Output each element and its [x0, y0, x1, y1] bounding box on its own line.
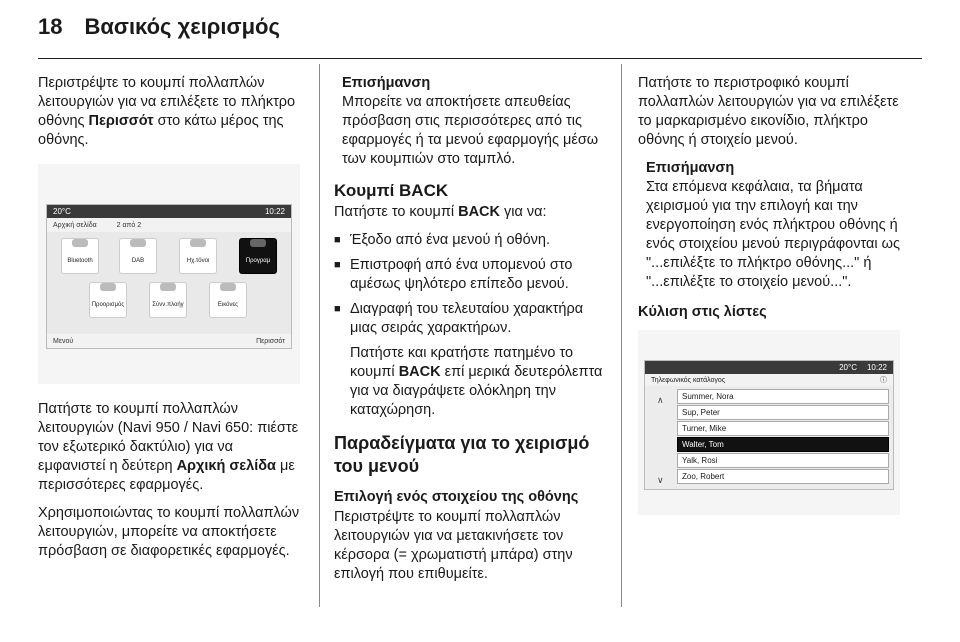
temperature: 20°C — [53, 207, 71, 216]
list-item-selected[interactable]: Walter, Tom — [677, 437, 889, 452]
note-title: Επισήμανση — [342, 75, 431, 91]
softkey-bar — [47, 334, 291, 348]
scroll-down-icon[interactable]: ∨ — [657, 475, 664, 485]
paragraph: Περιστρέψτε το κουμπί πολλαπλών λειτουργιών για να επιλέξετε το πλήκτρο οθόνης Περισσότ στο κάτω μέρος της οθόνης. — [38, 75, 296, 148]
list-item: ■ Έξοδο από ένα μενού ή οθόνη. — [334, 231, 606, 250]
paragraph: Πατήστε το κουμπί πολλαπλών λειτουργιών (Navi 950 / Navi 650: πιέστε τον εξωτερικό δακτύλιο) για να εμφανιστεί η δεύτερη Αρχική σελίδα με περισσότερες εφαρμογές. — [38, 401, 299, 493]
list-title: Τηλεφωνικός κατάλογος — [651, 376, 726, 384]
heading-scroll-lists: Κύλιση στις λίστες — [638, 304, 767, 320]
column-divider — [319, 64, 320, 607]
destination-icon — [100, 283, 116, 291]
tile-bluetooth[interactable]: Bluetooth — [61, 238, 99, 274]
more-softkey[interactable]: Περισσότ — [256, 337, 285, 345]
page-title: Βασικός χειρισμός — [84, 14, 280, 39]
list-item[interactable]: Sup, Peter — [677, 405, 889, 420]
column-divider — [621, 64, 622, 607]
paragraph: Χρησιμοποιώντας το κουμπί πολλαπλών λειτουργιών, μπορείτε να αποκτήσετε πρόσβαση σε διαφορετικές εφαρμογές. — [38, 505, 300, 559]
paragraph: Περιστρέψτε το κουμπί πολλαπλών λειτουργιών για να μετακινήσετε τον κέρσορα (= χρωματιστή μπάρα) στην επιλογή που επιθυμείτε. — [334, 509, 573, 582]
tile-destination[interactable]: Προορισμός — [89, 282, 127, 318]
clock: 10:22 — [866, 363, 887, 372]
home-label: Αρχική σελίδα — [53, 221, 97, 229]
list-item: ■ Επιστροφή από ένα υπομενού στο αμέσως ψηλότερο επίπεδο μενού. — [334, 256, 606, 294]
radio-icon — [130, 239, 146, 247]
menu-softkey[interactable]: Μενού — [53, 337, 74, 345]
scroll-up-icon[interactable]: ∧ — [657, 395, 664, 405]
home-screen — [46, 204, 292, 349]
tile-ringtones[interactable]: Ηχ.τόνοι — [179, 238, 217, 274]
paragraph: Πατήστε και κρατήστε πατημένο το κουμπί BACK επί μερικά δευτερόλεπτα για να διαγράψετε ολόκληρη την καταχώρηση. — [350, 345, 603, 418]
heading-back-button: Κουμπί BACK — [334, 181, 449, 200]
paragraph: Πατήστε το περιστροφικό κουμπί πολλαπλών λειτουργιών για να επιλέξετε το μαρκαρισμένο εικονίδιο, πλήκτρο οθόνης ή στοιχείο μενού. — [638, 75, 899, 148]
list-item[interactable]: Zoo, Robert — [677, 469, 889, 484]
header-rule — [38, 58, 922, 59]
bullet-list — [334, 231, 606, 338]
picture-icon — [220, 283, 236, 291]
page-indicator: 2 από 2 — [116, 221, 142, 229]
phonebook-screen — [644, 360, 894, 490]
note — [638, 159, 900, 292]
note-title: Επισήμανση — [646, 160, 735, 176]
column-1 — [38, 74, 300, 570]
clock: 10:22 — [264, 207, 285, 216]
heading-menu-examples: Παραδείγματα για το χειρισμό του μενού — [334, 433, 590, 476]
navigation-icon — [160, 283, 176, 291]
note — [334, 74, 606, 169]
bluetooth-icon — [72, 239, 88, 247]
list-item[interactable]: Yalk, Rosi — [677, 453, 889, 468]
note-text: Μπορείτε να αποκτήσετε απευθείας πρόσβαση στις περισσότερες από τις εφαρμογές ή τα μενού εφαρμογής μέσω των κουμπιών στο ταμπλό. — [342, 94, 599, 167]
paragraph: Πατήστε το κουμπί BACK για να: — [334, 204, 547, 220]
column-3 — [638, 74, 900, 515]
phonebook-screenshot — [638, 330, 900, 515]
column-2 — [334, 74, 606, 593]
list-item[interactable]: Summer, Nora — [677, 389, 889, 404]
app-tiles — [47, 232, 291, 332]
tile-programs[interactable]: Προγραμ — [239, 238, 277, 274]
temperature: 20°C — [839, 363, 857, 372]
info-icon: ⓘ — [880, 376, 887, 384]
bell-icon — [190, 239, 206, 247]
contact-list — [677, 389, 889, 485]
tile-dab[interactable]: DAB — [119, 238, 157, 274]
home-subbar — [47, 218, 291, 232]
page-header — [38, 14, 280, 40]
note-text: Στα επόμενα κεφάλαια, τα βήματα χειρισμού για την επιλογή και την ενεργοποίηση ενός πλήκτρου οθόνης ή ενός στοιχείου μενού περιγράφονται ως "...επιλέξτε το πλήκτρο οθόνης..." ή "...επιλέξτε το στοιχείο μενού...". — [646, 179, 900, 290]
page-number: 18 — [38, 14, 63, 39]
home-screen-screenshot — [38, 164, 300, 384]
heading-select-item: Επιλογή ενός στοιχείου της οθόνης — [334, 489, 579, 505]
list-item: ■ Διαγραφή του τελευταίου χαρακτήρα μιας σειράς χαρακτήρων. — [334, 300, 606, 338]
tile-navigation-settings[interactable]: Σύνν.πλοήγ — [149, 282, 187, 318]
tile-pictures[interactable]: Εικόνες — [209, 282, 247, 318]
gear-icon — [250, 239, 266, 247]
list-item[interactable]: Turner, Mike — [677, 421, 889, 436]
